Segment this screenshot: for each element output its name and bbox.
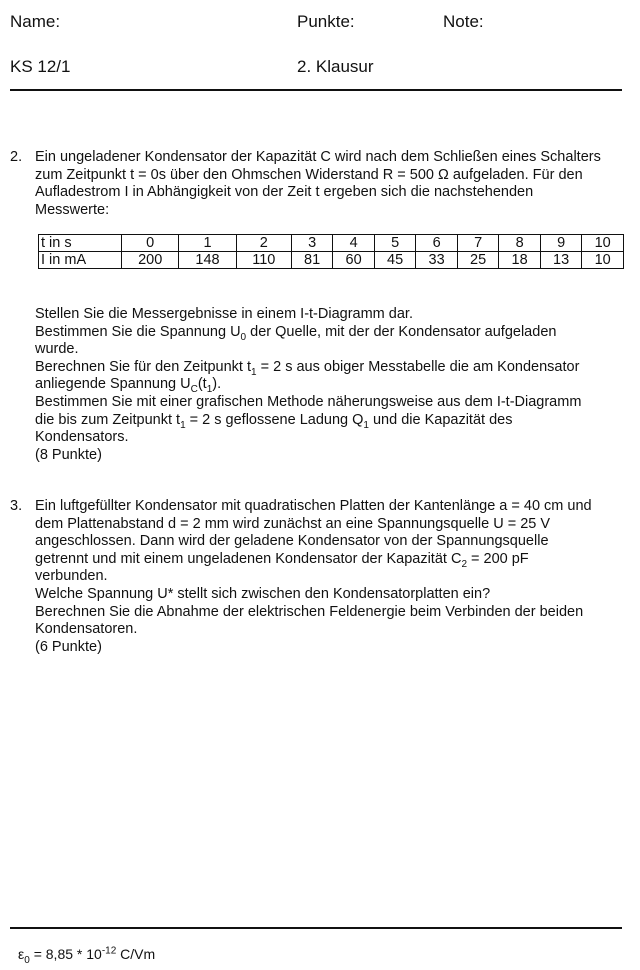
points-label: Punkte: [297, 12, 355, 31]
task2-question [35, 324, 581, 342]
table-row-header: I in mA [39, 252, 122, 269]
subscript: C [190, 384, 198, 396]
text-fragment: und die Kapazität des [368, 411, 513, 428]
subscript: 0 [24, 954, 30, 966]
text-fragment: (t [197, 376, 207, 393]
footer-divider [10, 927, 622, 929]
text-fragment: = 200 pF [467, 550, 529, 567]
table-cell: 110 [236, 252, 291, 269]
table-cell: 60 [333, 252, 375, 269]
task3-line [35, 551, 592, 569]
task2-intro-line: Messwerte: [35, 201, 110, 218]
table-row-time [39, 235, 624, 252]
text-fragment: Bestimmen Sie die Spannung U [35, 323, 241, 340]
table-cell: 45 [374, 252, 416, 269]
task2-question: Kondensators. [35, 429, 129, 446]
task3-points: (6 Punkte) [35, 638, 102, 655]
table-cell: 0 [122, 235, 179, 252]
task3-line: Ein luftgefüllter Kondensator mit quadratischen Platten der Kantenlänge a = 40 cm und [35, 498, 592, 514]
table-cell: 3 [291, 235, 333, 252]
task3-question: Berechnen Sie die Abnahme der elektrischen Feldenergie beim Verbinden der beiden [35, 603, 584, 620]
task2-question: Bestimmen Sie mit einer grafischen Methode näherungsweise aus dem I-t-Diagramm [35, 393, 582, 410]
task2-intro-line: Aufladestrom I in Abhängigkeit von der Zeit t ergeben sich die nachstehenden [35, 184, 534, 201]
text-fragment: C/Vm [116, 946, 156, 962]
task3-text [35, 498, 592, 656]
text-fragment: ). [212, 376, 222, 393]
epsilon-constant [18, 945, 156, 966]
subscript: 1 [363, 419, 369, 431]
task3-line: angeschlossen. Dann wird der geladene Kondensator von der Spannungsquelle [35, 533, 549, 550]
table-cell: 2 [236, 235, 291, 252]
task2-questions [35, 306, 581, 464]
table-cell: 200 [122, 252, 179, 269]
table-cell: 18 [499, 252, 541, 269]
text-fragment: anliegende Spannung U [35, 376, 191, 393]
text-fragment: ε [18, 946, 25, 962]
text-fragment: getrennt und mit einem ungeladenen Kondensator der Kapazität C [35, 550, 462, 567]
task2-intro-line: Ein ungeladener Kondensator der Kapazität C wird nach dem Schließen eines Schalters [35, 149, 601, 165]
task3-question: Welche Spannung U* stellt sich zwischen den Kondensatorplatten ein? [35, 585, 491, 602]
subscript: 2 [461, 558, 467, 570]
table-cell: 148 [179, 252, 236, 269]
task2-question [35, 359, 581, 377]
task2-question [35, 412, 581, 430]
task2-question: wurde. [35, 341, 79, 358]
task2-number: 2. [10, 149, 23, 165]
table-cell: 9 [540, 235, 582, 252]
subscript: 1 [251, 366, 257, 378]
exam-title: 2. Klausur [297, 57, 374, 76]
table-cell: 33 [416, 252, 458, 269]
table-cell: 6 [416, 235, 458, 252]
text-fragment: die bis zum Zeitpunkt t [35, 411, 181, 428]
table-cell: 7 [457, 235, 499, 252]
table-cell: 5 [374, 235, 416, 252]
table-row-header: t in s [39, 235, 122, 252]
task2-question: Stellen Sie die Messergebnisse in einem I-t-Diagramm dar. [35, 306, 413, 322]
grade-label: Note: [443, 12, 484, 31]
task2-question [35, 376, 581, 394]
text-fragment: = 8,85 * 10 [29, 946, 102, 962]
task3-line: verbunden. [35, 568, 108, 585]
table-row-current [39, 252, 624, 269]
course-label: KS 12/1 [10, 57, 71, 76]
table-cell: 25 [457, 252, 499, 269]
table-cell: 81 [291, 252, 333, 269]
text-fragment: der Quelle, mit der der Kondensator aufgeladen [246, 323, 557, 340]
table-cell: 13 [540, 252, 582, 269]
task3-number: 3. [10, 498, 23, 514]
task3-question: Kondensatoren. [35, 621, 138, 638]
task2-intro-line: zum Zeitpunkt t = 0s über den Ohmschen Widerstand R = 500 Ω aufgeladen. Für den [35, 166, 583, 183]
header-divider [10, 89, 622, 91]
text-fragment: Berechnen Sie für den Zeitpunkt t [35, 358, 252, 375]
table-cell: 8 [499, 235, 541, 252]
task2-intro [35, 149, 601, 219]
task3-line: dem Plattenabstand d = 2 mm wird zunächst an eine Spannungsquelle U = 25 V [35, 515, 551, 532]
table-cell: 10 [582, 235, 624, 252]
superscript: -12 [101, 945, 117, 957]
task2-points: (8 Punkte) [35, 446, 102, 463]
measurement-table [38, 234, 624, 269]
subscript: 0 [240, 331, 247, 343]
text-fragment: = 2 s aus obiger Messtabelle die am Kondensator [256, 358, 580, 375]
table-cell: 10 [582, 252, 624, 269]
table-cell: 1 [179, 235, 236, 252]
table-cell: 4 [333, 235, 375, 252]
subscript: 1 [180, 419, 186, 431]
text-fragment: = 2 s geflossene Ladung Q [185, 411, 364, 428]
name-label: Name: [10, 12, 61, 31]
subscript: 1 [206, 384, 213, 396]
